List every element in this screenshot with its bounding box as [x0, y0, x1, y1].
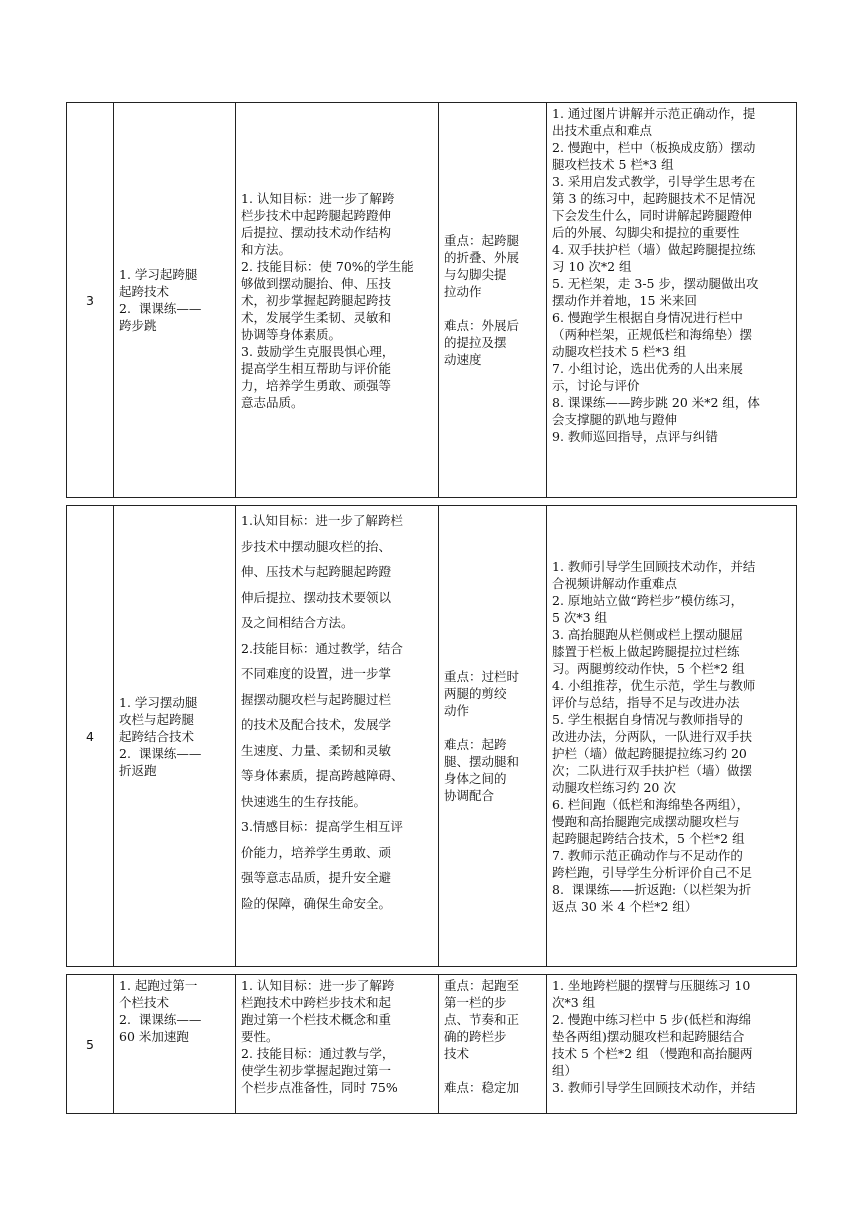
text-line: 4. 双手扶护栏（墙）做起跨腿提拉练 [552, 242, 756, 257]
text-line: 后的外展、勾脚尖和提拉的重要性 [552, 225, 740, 240]
key-point-line: 第一栏的步 [444, 995, 507, 1010]
text-line: 生速度、力量、柔韧和灵敏 [241, 742, 392, 758]
text-line: 使学生初步掌握起跑过第一 [241, 1063, 392, 1078]
text-line: 5. 无栏架，走 3-5 步，摆动腿做出攻 [552, 276, 759, 291]
text-line: 快速逃生的生存技能。 [241, 793, 367, 809]
text-line: 2. 慢跑中练习栏中 5 步(低栏和海绵 [552, 1012, 752, 1027]
lesson-key-points [439, 103, 547, 498]
lesson-topic [114, 506, 236, 967]
lesson-row-3 [67, 103, 797, 498]
text-line: 改进办法，分两队，一队进行双手扶 [552, 728, 753, 744]
text-line: 返点 30 米 4 个栏*2 组） [552, 898, 698, 914]
text-line: 2. 课课练—— [119, 301, 202, 316]
text-line: （两种栏架，正规低栏和海绵垫）摆 [552, 327, 753, 342]
text-line: 力，培养学生勇敢、顽强等 [241, 377, 392, 393]
key-point-line: 与勾脚尖提 [444, 267, 507, 282]
key-point-line: 确的跨栏步 [444, 1029, 507, 1044]
lesson-row-5 [67, 975, 797, 1114]
key-point-line: 两腿的剪绞 [444, 686, 507, 701]
text-line: 不同难度的设置，进一步掌 [241, 666, 392, 681]
text-line: 险的保障，确保生命安全。 [241, 895, 392, 911]
difficulty-line: 的提拉及摆 [444, 335, 507, 350]
key-point-line: 技术 [444, 1046, 470, 1061]
text-line: 和方法。 [241, 241, 292, 257]
lesson-methods [547, 975, 797, 1114]
text-line: 握摆动腿攻栏与起跨腿过栏 [241, 691, 392, 707]
text-line: 伸后提拉、摆动技术要领以 [241, 589, 392, 605]
difficulty-line: 难点：稳定加 [444, 1080, 520, 1095]
text-line: 8. 课课练——跨步跳 20 米*2 组，体 [552, 395, 760, 410]
text-line: 栏步技术中起跨腿起跨蹬伸 [241, 207, 392, 223]
text-line: 下会发生什么，同时讲解起跨腿蹬伸 [552, 208, 753, 223]
key-point-line: 重点：起跨腿 [444, 233, 520, 248]
difficulty-line: 协调配合 [444, 788, 495, 803]
text-line: 1. 学习摆动腿 [119, 694, 198, 710]
lesson-objectives [236, 506, 439, 967]
text-line: 3. 鼓励学生克服畏惧心理， [241, 343, 395, 359]
text-line: 提高学生相互帮助与评价能 [241, 360, 392, 376]
difficulty-line: 腿、摆动腿和 [444, 754, 520, 769]
lesson-topic [114, 103, 236, 498]
lesson-key-points [439, 506, 547, 967]
text-line: 2. 慢跑中，栏中（板换成皮筋）摆动 [552, 140, 756, 155]
text-line: 组） [552, 1063, 578, 1078]
text-line: 后提拉、摆动技术动作结构 [241, 224, 392, 240]
text-line: 3. 教师引导学生回顾技术动作，并结 [552, 1080, 756, 1095]
lesson-methods [547, 103, 797, 498]
text-line: 2. 课课练—— [119, 1012, 202, 1027]
text-line: 3. 采用启发式教学，引导学生思考在 [552, 174, 756, 189]
text-line: 次*3 组 [552, 995, 596, 1010]
text-line: 5. 学生根据自身情况与教师指导的 [552, 711, 743, 727]
key-point-line: 点、节奏和正 [444, 1012, 520, 1027]
text-line: 术，初步掌握起跨腿起跨技 [241, 292, 392, 308]
text-line: 及之间相结合方法。 [241, 615, 354, 630]
lesson-key-points [439, 975, 547, 1114]
text-line: 3.情感目标：提高学生相互评 [241, 819, 403, 834]
text-line: 1. 学习起跨腿 [119, 267, 198, 282]
text-line: 摆动作并着地，15 米来回 [552, 293, 697, 308]
text-line: 动腿攻栏技术 5 栏*3 组 [552, 344, 687, 359]
text-line: 栏跑技术中跨栏步技术和起 [241, 995, 392, 1010]
text-line: 攻栏与起跨腿 [119, 711, 195, 727]
text-line: 1. 认知目标：进一步了解跨 [241, 978, 395, 993]
key-point-line: 重点：过栏时 [444, 669, 520, 684]
text-line: 个栏步点准备性，同时 75% [241, 1080, 398, 1095]
text-line: 出技术重点和难点 [552, 123, 653, 138]
text-line: 个栏技术 [119, 995, 170, 1010]
text-line: 够做到摆动腿抬、伸、压技 [241, 275, 392, 291]
text-line: 折返跑 [119, 762, 157, 778]
text-line: 起跨结合技术 [119, 728, 195, 744]
lesson-number: 5 [67, 975, 114, 1114]
text-line: 膝置于栏板上做起跨腿提拉过栏练 [552, 643, 740, 659]
text-line: 3. 高抬腿跑从栏侧或栏上摆动腿屈 [552, 626, 743, 642]
text-line: 8. 课课练——折返跑:（以栏架为折 [552, 881, 752, 897]
text-line: 2. 原地站立做“跨栏步”模仿练习， [552, 592, 744, 608]
text-line: 价能力，培养学生勇敢、顽 [241, 844, 392, 860]
text-line: 1. 坐地跨栏腿的摆臂与压腿练习 10 [552, 978, 751, 993]
text-line: 强等意志品质，提升安全避 [241, 870, 392, 885]
text-line: 2. 技能目标：使 70%的学生能 [241, 258, 414, 274]
text-line: 习。两腿剪绞动作快，5 个栏*2 组 [552, 660, 745, 676]
text-line: 协调等身体素质。 [241, 326, 342, 342]
text-line: 次；二队进行双手扶护栏（墙）做摆 [552, 762, 753, 778]
lesson-plan-table [66, 102, 797, 1114]
text-line: 腿攻栏技术 5 栏*3 组 [552, 157, 674, 172]
text-line: 慢跑和高抬腿跑完成摆动腿攻栏与 [552, 813, 740, 829]
key-point-line: 动作 [444, 703, 470, 718]
lesson-number: 4 [67, 506, 114, 967]
text-line: 1.认知目标：进一步了解跨栏 [241, 513, 403, 528]
text-line: 垫各两组)摆动腿攻栏和起跨腿结合 [552, 1029, 745, 1044]
difficulty-line: 身体之间的 [444, 771, 507, 786]
text-line: 1. 通过图片讲解并示范正确动作，提 [552, 106, 756, 121]
text-line: 的技术及配合技术，发展学 [241, 717, 392, 732]
text-line: 会支撑腿的趴地与蹬伸 [552, 412, 678, 427]
text-line: 评价与总结，指导不足与改进办法 [552, 694, 740, 710]
text-line: 2. 技能目标：通过教与学， [241, 1046, 395, 1061]
text-line: 7. 教师示范正确动作与不足动作的 [552, 847, 743, 863]
text-line: 7. 小组讨论，选出优秀的人出来展 [552, 361, 743, 376]
lesson-topic [114, 975, 236, 1114]
difficulty-line: 难点：起跨 [444, 737, 507, 752]
text-line: 习 10 次*2 组 [552, 259, 632, 274]
text-line: 第 3 的练习中，起跨腿技术不足情况 [552, 191, 756, 206]
text-line: 伸、压技术与起跨腿起跨蹬 [241, 564, 392, 579]
lesson-objectives [236, 975, 439, 1114]
text-line: 跑过第一个栏技术概念和重 [241, 1012, 392, 1027]
text-line: 1. 起跑过第一 [119, 978, 198, 993]
text-line: 1. 认知目标：进一步了解跨 [241, 190, 395, 206]
text-line: 等身体素质，提高跨越障碍、 [241, 768, 404, 783]
text-line: 技术 5 个栏*2 组 （慢跑和高抬腿两 [552, 1046, 753, 1061]
text-line: 起跨腿起跨结合技术，5 个栏*2 组 [552, 830, 745, 846]
text-line: 起跨技术 [119, 284, 170, 299]
text-line: 护栏（墙）做起跨腿提拉练习约 20 [552, 745, 747, 761]
text-line: 合视频讲解动作重难点 [552, 575, 678, 591]
lesson-methods [547, 506, 797, 967]
key-point-line: 的折叠、外展 [444, 250, 520, 265]
text-line: 2.技能目标：通过教学，结合 [241, 640, 403, 656]
text-line: 跨步跳 [119, 318, 157, 333]
lesson-row-4 [67, 506, 797, 967]
text-line: 2. 课课练—— [119, 745, 202, 761]
text-line: 6. 慢跑学生根据自身情况进行栏中 [552, 310, 743, 325]
text-line: 1. 教师引导学生回顾技术动作，并结 [552, 558, 756, 574]
text-line: 60 米加速跑 [119, 1029, 189, 1044]
key-point-line: 重点：起跑至 [444, 978, 520, 993]
key-point-line: 拉动作 [444, 284, 482, 299]
difficulty-line: 难点：外展后 [444, 318, 520, 333]
text-line: 术，发展学生柔韧、灵敏和 [241, 309, 392, 325]
text-line: 示，讨论与评价 [552, 378, 640, 393]
lesson-objectives [236, 103, 439, 498]
text-line: 动腿攻栏练习约 20 次 [552, 779, 676, 795]
text-line: 9. 教师巡回指导，点评与纠错 [552, 429, 718, 444]
text-line: 意志品质。 [241, 394, 304, 410]
text-line: 要性。 [241, 1029, 279, 1044]
difficulty-line: 动速度 [444, 352, 482, 367]
lesson-number: 3 [67, 103, 114, 498]
text-line: 跨栏跑，引导学生分析评价自己不足 [552, 864, 753, 880]
text-line: 5 次*3 组 [552, 609, 608, 625]
text-line: 4. 小组推荐，优生示范，学生与教师 [552, 677, 756, 693]
text-line: 6. 栏间跑（低栏和海绵垫各两组）， [552, 796, 750, 812]
text-line: 步技术中摆动腿攻栏的抬、 [241, 538, 392, 554]
